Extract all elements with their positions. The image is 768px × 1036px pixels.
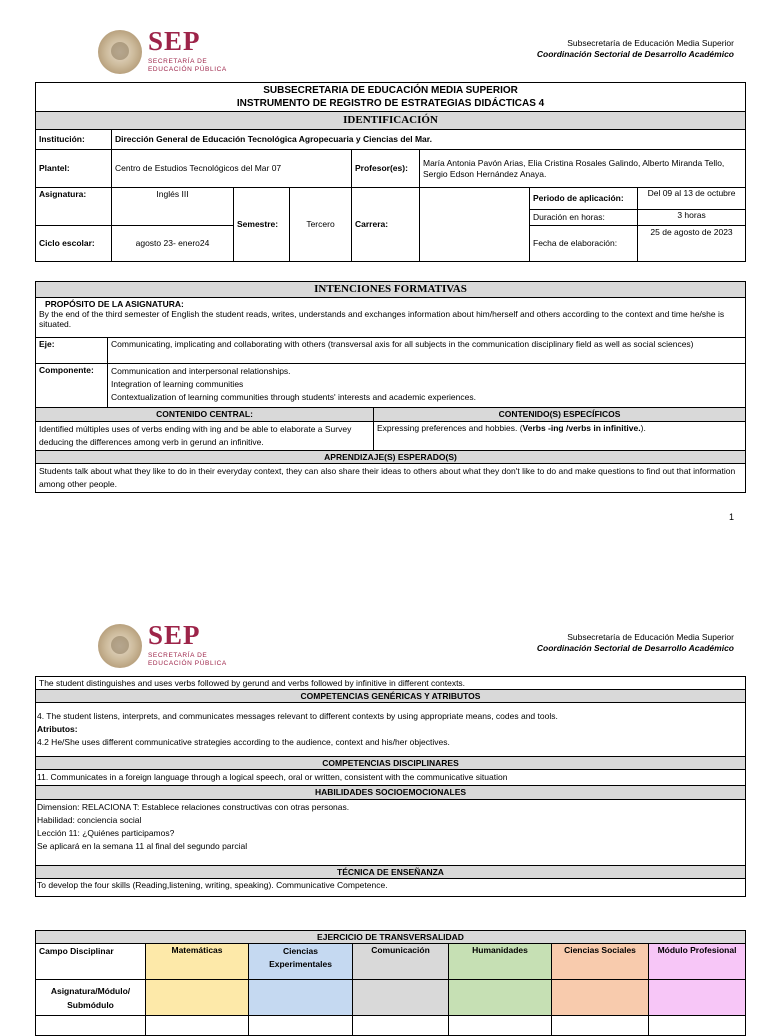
socio-line: Se aplicará en la semana 11 al final del segundo parcial (37, 841, 248, 851)
transversalidad-table (35, 930, 746, 1036)
eje-label: Eje: (36, 338, 108, 364)
asignatura-label: Asignatura: (36, 188, 112, 226)
genericas-cell (36, 703, 746, 757)
duracion-label: Duración en horas: (530, 210, 638, 226)
intenciones-table (35, 281, 746, 493)
disciplinares-label: COMPETENCIAS DISCIPLINARES (36, 757, 746, 770)
humanidades-header: Humanidades (449, 944, 552, 980)
competencias-table (35, 676, 746, 897)
asignatura-row-label: Asignatura/Módulo/ Submódulo (36, 980, 146, 1016)
contenido-especifico-value: Expressing preferences and hobbies. (Verbs -ing /verbs in infinitive.). (374, 422, 746, 451)
institucion-label: Institución: (36, 130, 112, 150)
empty-cell (36, 1016, 146, 1036)
comunicacion-cell (353, 980, 449, 1016)
header-line1: Subsecretaría de Educación Media Superior (567, 38, 734, 48)
aprendizaje-label: APRENDIZAJE(S) ESPERADO(S) (36, 451, 746, 464)
header-text (537, 38, 734, 60)
tecnica-label: TÉCNICA DE ENSEÑANZA (36, 866, 746, 879)
ciencias-cell (249, 980, 353, 1016)
modulo-header: Módulo Profesional (649, 944, 746, 980)
socio-line: Habilidad: conciencia social (37, 815, 142, 825)
identificacion-header: IDENTIFICACIÓN (36, 112, 746, 130)
carrera-label: Carrera: (352, 188, 420, 262)
tecnica-value: To develop the four skills (Reading,listening, writing, speaking). Communicative Competence. (36, 879, 746, 897)
semestre-label: Semestre: (234, 188, 290, 262)
ciclo-label: Ciclo escolar: (36, 226, 112, 262)
logo-subtitle: SECRETARÍA DE EDUCACIÓN PÚBLICA (148, 652, 227, 667)
mexico-seal-icon (98, 30, 142, 74)
semestre-value: Tercero (290, 188, 352, 262)
genericas-label: COMPETENCIAS GENÉRICAS Y ATRIBUTOS (36, 690, 746, 703)
componente-item: Integration of learning communities (111, 379, 244, 389)
page-number: 1 (728, 512, 734, 522)
periodo-value: Del 09 al 13 de octubre (638, 188, 746, 210)
socio-cell (36, 800, 746, 866)
asignatura-value: Inglés III (112, 188, 234, 226)
identification-table (35, 82, 746, 262)
socio-label: HABILIDADES SOCIOEMOCIONALES (36, 786, 746, 800)
document-title: SUBSECRETARIA DE EDUCACIÓN MEDIA SUPERIOR INSTRUMENTO DE REGISTRO DE ESTRATEGIAS DIDÁCTICAS 4 (36, 83, 746, 112)
atributos-label: Atributos: (37, 724, 78, 734)
empty-cell (449, 1016, 552, 1036)
campo-disciplinar-header: Campo Disciplinar (36, 944, 146, 980)
socio-line: Dimension: RELACIONA T: Establece relaciones constructivas con otras personas. (37, 802, 350, 812)
plantel-value: Centro de Estudios Tecnológicos del Mar 07 (112, 150, 352, 188)
empty-cell (146, 1016, 249, 1036)
header-line2: Coordinación Sectorial de Desarrollo Académico (536, 49, 734, 59)
carrera-value (420, 188, 530, 262)
socio-line: Lección 11: ¿Quiénes participamos? (37, 828, 175, 838)
humanidades-cell (449, 980, 552, 1016)
sep-logo (98, 622, 234, 672)
componente-item: Communication and interpersonal relationships. (111, 366, 291, 376)
empty-cell (649, 1016, 746, 1036)
institucion-value: Dirección General de Educación Tecnológica Agropecuaria y Ciencias del Mar. (112, 130, 746, 150)
modulo-cell (649, 980, 746, 1016)
matematicas-cell (146, 980, 249, 1016)
empty-cell (353, 1016, 449, 1036)
logo-subtitle: SECRETARÍA DE EDUCACIÓN PÚBLICA (148, 58, 227, 73)
componente-item: Contextualization of learning communities through students' interests and academic experiences. (111, 392, 476, 402)
mexico-seal-icon (98, 624, 142, 668)
intro-text: The student distinguishes and uses verbs followed by gerund and verbs followed by infinitive in different contexts. (36, 677, 746, 690)
fecha-label: Fecha de elaboración: (530, 226, 638, 262)
contenido-central-label: CONTENIDO CENTRAL: (36, 408, 374, 422)
proposito-cell (36, 298, 746, 338)
header-line1: Subsecretaría de Educación Media Superior (567, 632, 734, 642)
logo-title: SEP (148, 620, 201, 650)
componente-label: Componente: (36, 364, 108, 408)
header-text (537, 632, 734, 654)
comunicacion-header: Comunicación (353, 944, 449, 980)
plantel-label: Plantel: (36, 150, 112, 188)
header-line2: Coordinación Sectorial de Desarrollo Académico (536, 643, 734, 653)
ciclo-value: agosto 23- enero24 (112, 226, 234, 262)
sociales-cell (552, 980, 649, 1016)
fecha-value: 25 de agosto de 2023 (638, 226, 746, 262)
empty-cell (552, 1016, 649, 1036)
aprendizaje-value: Students talk about what they like to do in their everyday context, they can also share their ideas to others about what they don't like to do and make questions to find out that information among other people. (36, 464, 746, 493)
profesor-value: María Antonia Pavón Arias, Elia Cristina Rosales Galindo, Alberto Miranda Tello, Sergio Edson Hernández Anaya. (420, 150, 746, 188)
genericas-value: 4. The student listens, interprets, and communicates messages relevant to different contexts by using appropriate means, codes and tools. (37, 711, 558, 721)
atributos-value: 4.2 He/She uses different communicative strategies according to the audience, context and his/her objectives. (37, 737, 450, 747)
intenciones-header: INTENCIONES FORMATIVAS (36, 282, 746, 298)
profesor-label: Profesor(es): (352, 150, 420, 188)
disciplinares-value: 11. Communicates in a foreign language through a logical speech, oral or written, consistent with the communicative situation (36, 770, 746, 786)
contenido-especificos-label: CONTENIDO(S) ESPECÍFICOS (374, 408, 746, 422)
contenido-central-value: Identified múltiples uses of verbs ending with ing and be able to elaborate a Survey deducing the differences among verb in gerund an infinitive. (36, 422, 374, 451)
matematicas-header: Matemáticas (146, 944, 249, 980)
componente-values (108, 364, 746, 408)
periodo-label: Periodo de aplicación: (530, 188, 638, 210)
sociales-header: Ciencias Sociales (552, 944, 649, 980)
eje-value: Communicating, implicating and collaborating with others (transversal axis for all subjects in the communication disciplinary field as well as social sciences) (108, 338, 746, 364)
proposito-label: PROPÓSITO DE LA ASIGNATURA: (45, 299, 184, 309)
logo-title: SEP (148, 26, 201, 56)
ciencias-header: Ciencias Experimentales (249, 944, 353, 980)
transversalidad-header: EJERCICIO DE TRANSVERSALIDAD (36, 931, 746, 944)
proposito-value: By the end of the third semester of English the student reads, writes, understands and exchanges information about him/herself and others according to the context and time he/she is situated. (39, 309, 725, 329)
duracion-value: 3 horas (638, 210, 746, 226)
sep-logo (98, 28, 234, 78)
empty-cell (249, 1016, 353, 1036)
